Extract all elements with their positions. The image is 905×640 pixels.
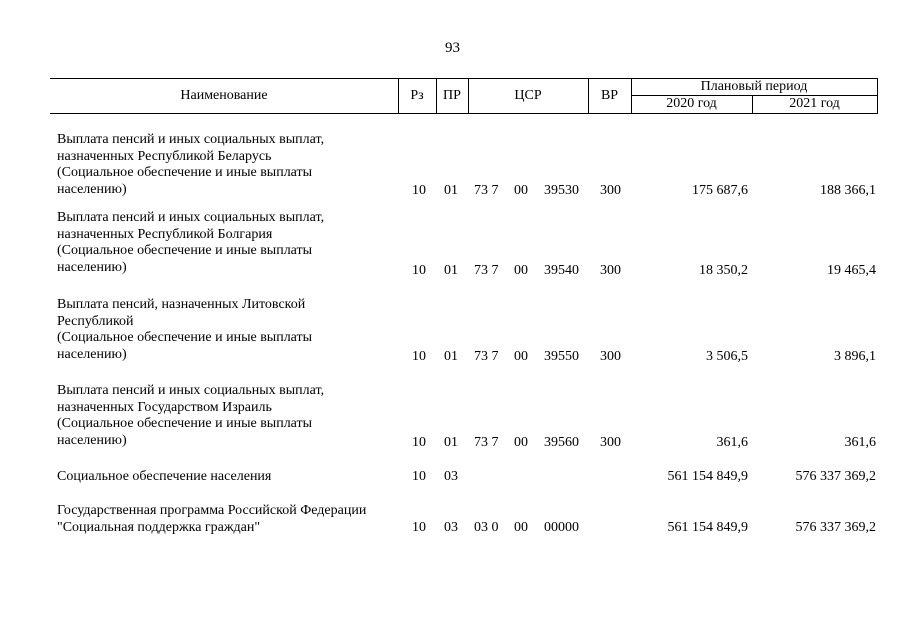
cell-csr-direction: 39530	[544, 183, 579, 198]
cell-csr-direction: 39550	[544, 349, 579, 364]
cell-2021: 576 337 369,2	[795, 469, 876, 484]
cell-rz: 10	[412, 349, 426, 364]
cell-pr: 03	[444, 469, 458, 484]
row-name: Выплата пенсий и иных социальных выплат, назначенных Государством Израиль (Социальное обеспечение и иные выплаты населению)	[57, 383, 325, 448]
cell-csr-program: 73 7	[474, 435, 499, 450]
cell-pr: 01	[444, 435, 458, 450]
header-planning-period: Плановый период	[700, 79, 808, 94]
cell-rz: 10	[412, 469, 426, 484]
cell-pr: 03	[444, 520, 458, 535]
page-number: 93	[445, 40, 460, 56]
row-name: Выплата пенсий и иных социальных выплат, назначенных Республикой Болгария (Социальное обеспечение и иные выплаты населению)	[57, 210, 325, 275]
cell-rz: 10	[412, 520, 426, 535]
header-year-2021: 2021 год	[789, 96, 840, 111]
header-pr: ПР	[443, 88, 461, 103]
cell-2020: 561 154 849,9	[667, 520, 748, 535]
cell-csr-direction: 39560	[544, 435, 579, 450]
row-name: Государственная программа Российской Федерации "Социальная поддержка граждан"	[57, 503, 367, 535]
row-name: Социальное обеспечение населения	[57, 469, 272, 484]
cell-rz: 10	[412, 263, 426, 278]
cell-csr-direction: 39540	[544, 263, 579, 278]
cell-2021: 361,6	[844, 435, 876, 450]
header-year-2020: 2020 год	[666, 96, 717, 111]
header-divider	[877, 79, 878, 113]
header-name: Наименование	[180, 88, 268, 103]
cell-csr-program: 73 7	[474, 183, 499, 198]
cell-2021: 3 896,1	[834, 349, 876, 364]
cell-rz: 10	[412, 183, 426, 198]
cell-vr: 300	[600, 183, 621, 198]
cell-csr-program: 73 7	[474, 263, 499, 278]
row-name: Выплата пенсий и иных социальных выплат, назначенных Республикой Беларусь (Социальное обеспечение и иные выплаты населению)	[57, 132, 325, 197]
cell-csr-subprogram: 00	[514, 263, 528, 278]
cell-csr-subprogram: 00	[514, 520, 528, 535]
cell-csr-program: 73 7	[474, 349, 499, 364]
cell-2021: 576 337 369,2	[795, 520, 876, 535]
cell-pr: 01	[444, 349, 458, 364]
cell-2020: 175 687,6	[692, 183, 748, 198]
cell-2021: 188 366,1	[820, 183, 876, 198]
cell-2020: 3 506,5	[706, 349, 748, 364]
cell-vr: 300	[600, 349, 621, 364]
header-vr: ВР	[600, 88, 619, 103]
cell-2020: 18 350,2	[699, 263, 748, 278]
cell-vr: 300	[600, 263, 621, 278]
cell-2021: 19 465,4	[827, 263, 876, 278]
cell-csr-direction: 00000	[544, 520, 579, 535]
cell-pr: 01	[444, 183, 458, 198]
cell-vr: 300	[600, 435, 621, 450]
cell-2020: 561 154 849,9	[667, 469, 748, 484]
cell-pr: 01	[444, 263, 458, 278]
table-header	[50, 78, 878, 114]
header-csr: ЦСР	[514, 88, 542, 103]
cell-2020: 361,6	[716, 435, 748, 450]
cell-rz: 10	[412, 435, 426, 450]
cell-csr-subprogram: 00	[514, 349, 528, 364]
cell-csr-program: 03 0	[474, 520, 499, 535]
header-rz: Рз	[410, 88, 424, 103]
cell-csr-subprogram: 00	[514, 435, 528, 450]
cell-csr-subprogram: 00	[514, 183, 528, 198]
row-name: Выплата пенсий, назначенных Литовской Республикой (Социальное обеспечение и иные выплаты населению)	[57, 297, 313, 362]
